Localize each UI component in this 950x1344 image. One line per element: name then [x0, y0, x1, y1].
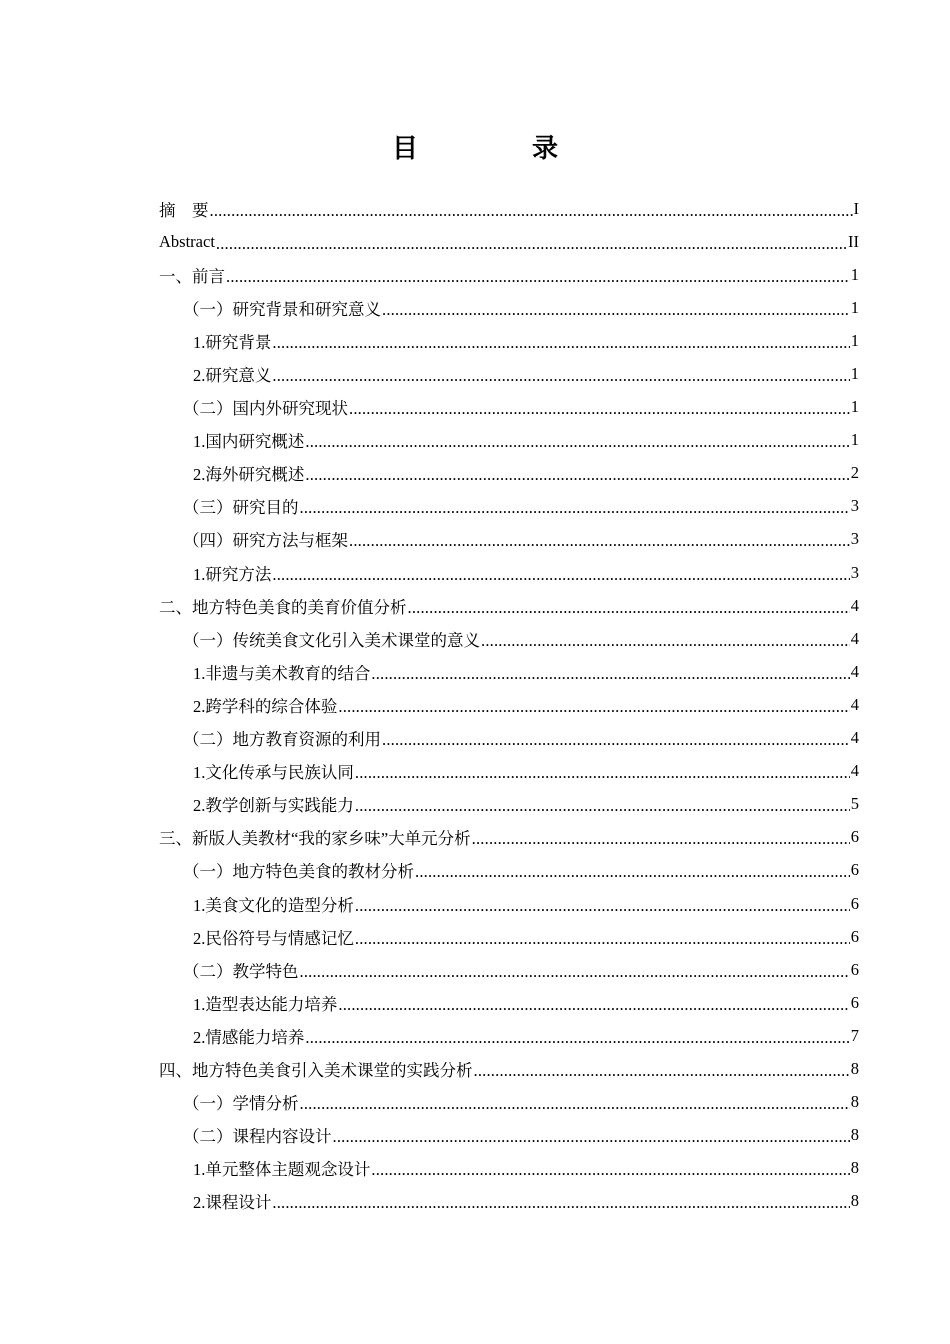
toc-entry[interactable] [159, 854, 859, 887]
toc-entry-page: 8 [850, 1125, 859, 1145]
toc-entry-label: （二）国内外研究现状 [183, 399, 348, 419]
toc-entry[interactable] [159, 1185, 859, 1218]
toc-entry-label: （三）研究目的 [183, 498, 299, 518]
toc-entry[interactable] [159, 291, 859, 324]
toc-entry-page: 5 [850, 794, 859, 814]
toc-leader-dots [371, 1160, 849, 1180]
toc-entry-label: 1.非遗与美术教育的结合 [193, 663, 371, 683]
toc-entry[interactable] [159, 1152, 859, 1185]
toc-entry[interactable] [159, 986, 859, 1019]
toc-entry[interactable] [159, 622, 859, 655]
toc-entry-page: 3 [850, 496, 859, 516]
toc-entry-page: 4 [850, 661, 859, 681]
toc-leader-dots [272, 565, 849, 585]
toc-entry-page: 1 [850, 397, 859, 417]
toc-entry-page: 2 [850, 463, 859, 483]
toc-leader-dots [349, 399, 850, 419]
toc-entry[interactable] [159, 589, 859, 622]
toc-leader-dots [272, 366, 849, 386]
toc-entry-page: 4 [850, 761, 859, 781]
toc-entry-page: 6 [850, 992, 859, 1012]
toc-entry-page: 3 [850, 529, 859, 549]
toc-entry[interactable] [159, 953, 859, 986]
toc-entry-label: 2.研究意义 [193, 366, 272, 386]
toc-leader-dots [305, 1028, 849, 1048]
toc-entry-label: 一、前言 [159, 266, 225, 286]
toc-entry-page: 6 [850, 893, 859, 913]
toc-entry-label: 1.美食文化的造型分析 [193, 895, 354, 915]
toc-entry-page: 6 [850, 926, 859, 946]
toc-entry-label: 2.海外研究概述 [193, 465, 305, 485]
toc-entry[interactable] [159, 192, 859, 225]
toc-entry[interactable] [159, 1119, 859, 1152]
toc-entry[interactable] [159, 324, 859, 357]
table-of-contents [159, 192, 859, 1218]
toc-entry-page: 7 [850, 1025, 859, 1045]
toc-entry-label: （二）教学特色 [183, 961, 299, 981]
toc-entry-label: （一）学情分析 [183, 1094, 299, 1114]
toc-entry-page: II [848, 231, 859, 251]
toc-entry[interactable] [159, 1019, 859, 1052]
toc-entry-page: 8 [850, 1191, 859, 1211]
toc-entry-label: 摘 要 [159, 200, 209, 220]
toc-entry-label: （四）研究方法与框架 [183, 531, 348, 551]
toc-entry-page: 1 [850, 264, 859, 284]
toc-entry-label: （一）传统美食文化引入美术课堂的意义 [183, 630, 480, 650]
toc-entry[interactable] [159, 920, 859, 953]
toc-leader-dots [305, 432, 849, 452]
toc-leader-dots [355, 763, 850, 783]
toc-entry-label: 1.造型表达能力培养 [193, 994, 338, 1014]
toc-entry-page: 4 [850, 628, 859, 648]
toc-entry-page: 6 [850, 959, 859, 979]
toc-entry-page: 6 [850, 827, 859, 847]
toc-entry-page: I [853, 198, 859, 218]
toc-entry[interactable] [159, 490, 859, 523]
toc-entry[interactable] [159, 523, 859, 556]
toc-leader-dots [355, 796, 850, 816]
toc-leader-dots [382, 300, 850, 320]
toc-entry[interactable] [159, 258, 859, 291]
toc-leader-dots [371, 664, 849, 684]
toc-entry-page: 8 [850, 1058, 859, 1078]
toc-entry-label: 2.课程设计 [193, 1193, 272, 1213]
toc-leader-dots [300, 1094, 850, 1114]
toc-entry-label: 2.跨学科的综合体验 [193, 696, 338, 716]
toc-leader-dots [226, 267, 850, 287]
toc-leader-dots [338, 697, 849, 717]
toc-leader-dots [300, 498, 850, 518]
toc-entry-label: 三、新版人美教材“我的家乡味”大单元分析 [159, 829, 471, 849]
toc-entry[interactable] [159, 357, 859, 390]
toc-leader-dots [474, 1061, 850, 1081]
toc-entry-page: 8 [850, 1092, 859, 1112]
toc-entry-label: 2.民俗符号与情感记忆 [193, 928, 354, 948]
toc-entry-label: 1.研究方法 [193, 564, 272, 584]
toc-entry[interactable] [159, 655, 859, 688]
toc-entry-label: 四、地方特色美食引入美术课堂的实践分析 [159, 1060, 473, 1080]
toc-leader-dots [305, 465, 849, 485]
toc-entry-label: 1.单元整体主题观念设计 [193, 1160, 371, 1180]
toc-entry-page: 4 [850, 694, 859, 714]
toc-entry[interactable] [159, 887, 859, 920]
toc-entry[interactable] [159, 755, 859, 788]
toc-entry-label: 二、地方特色美食的美育价值分析 [159, 597, 407, 617]
toc-entry[interactable] [159, 1086, 859, 1119]
toc-leader-dots [382, 730, 850, 750]
toc-leader-dots [216, 234, 847, 254]
toc-entry[interactable] [159, 556, 859, 589]
toc-entry-page: 6 [850, 860, 859, 880]
toc-entry-page: 4 [850, 595, 859, 615]
toc-entry[interactable] [159, 722, 859, 755]
toc-leader-dots [355, 896, 850, 916]
toc-leader-dots [408, 598, 850, 618]
toc-leader-dots [272, 333, 849, 353]
toc-entry-page: 8 [850, 1158, 859, 1178]
toc-entry[interactable] [159, 225, 859, 258]
toc-entry[interactable] [159, 1052, 859, 1085]
toc-entry-label: 1.文化传承与民族认同 [193, 763, 354, 783]
toc-entry[interactable] [159, 457, 859, 490]
toc-entry-page: 1 [850, 297, 859, 317]
toc-entry-label: Abstract [159, 231, 215, 251]
page-title: 目 录 [391, 134, 602, 164]
toc-entry-page: 1 [850, 430, 859, 450]
toc-leader-dots [415, 862, 850, 882]
toc-entry[interactable] [159, 821, 859, 854]
toc-entry-page: 1 [850, 330, 859, 350]
toc-leader-dots [355, 929, 850, 949]
toc-leader-dots [338, 995, 849, 1015]
toc-leader-dots [472, 829, 850, 849]
toc-entry[interactable] [159, 688, 859, 721]
toc-entry-label: （一）研究背景和研究意义 [183, 299, 381, 319]
toc-entry-label: 2.情感能力培养 [193, 1027, 305, 1047]
toc-leader-dots [333, 1127, 850, 1147]
toc-entry-label: （二）地方教育资源的利用 [183, 730, 381, 750]
toc-leader-dots [481, 631, 850, 651]
toc-leader-dots [272, 1193, 849, 1213]
toc-entry-label: 1.国内研究概述 [193, 432, 305, 452]
toc-leader-dots [300, 962, 850, 982]
toc-entry[interactable] [159, 788, 859, 821]
toc-entry-label: 1.研究背景 [193, 332, 272, 352]
toc-entry[interactable] [159, 391, 859, 424]
toc-leader-dots [210, 201, 853, 221]
toc-entry-label: （一）地方特色美食的教材分析 [183, 862, 414, 882]
toc-entry-page: 1 [850, 364, 859, 384]
toc-entry[interactable] [159, 424, 859, 457]
toc-entry-label: 2.教学创新与实践能力 [193, 796, 354, 816]
toc-entry-page: 4 [850, 728, 859, 748]
toc-entry-page: 3 [850, 562, 859, 582]
toc-entry-label: （二）课程内容设计 [183, 1127, 332, 1147]
toc-leader-dots [349, 531, 850, 551]
